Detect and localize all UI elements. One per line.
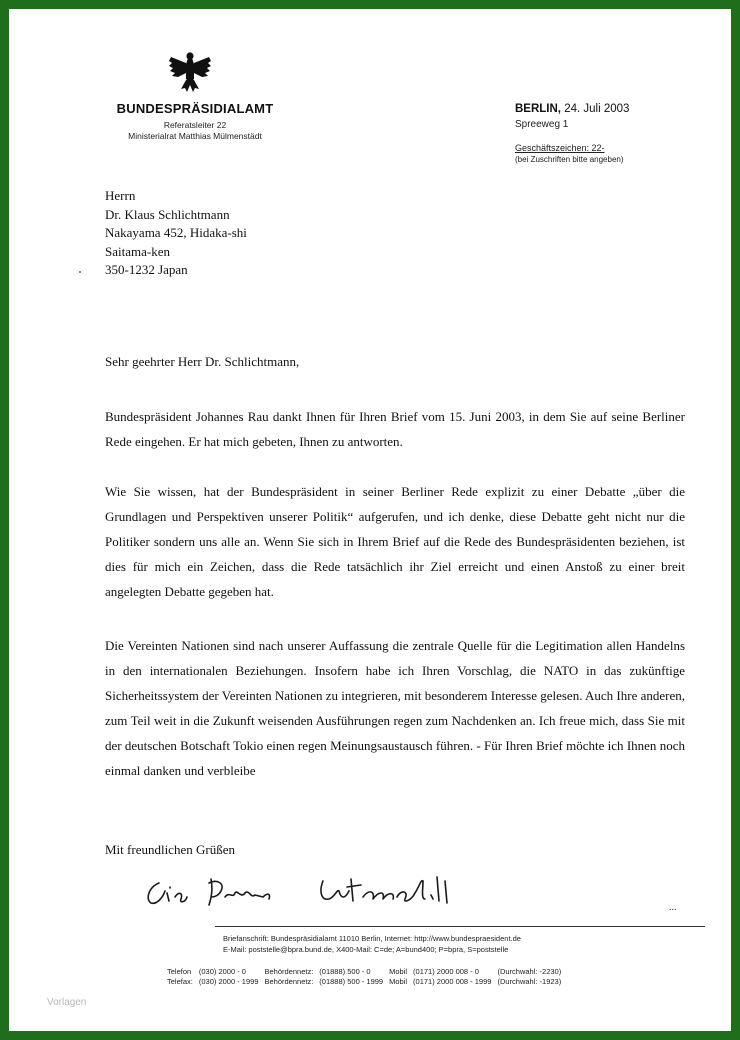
footer-address: Briefanschrift: Bundespräsidialamt 11010 Berlin, Internet: http://www.bundespraesident.de <box>223 934 521 943</box>
continuation-mark: ... <box>669 902 677 913</box>
sender-title: Referatsleiter 22 <box>163 120 227 130</box>
organization-name: BUNDESPRÄSIDIALAMT <box>116 101 274 116</box>
paragraph-2: Wie Sie wissen, hat der Bundespräsident in seiner Berliner Rede explizit zu einer Debatte „über die Grundlagen und Perspektiven unserer Politik“ aufgerufen, und ich denke, diese Debatte geht nicht nur die Politiker sondern uns alle an. Wenn Sie sich in Ihrem Brief auf die Rede des Bundespräsidenten beziehen, ist dies für mich ein Zeichen, dass die Rede tatsächlich ihr Ziel erreicht und einen Anstoß zu einer breit angelegten Debatte gegeben hat. <box>105 484 685 599</box>
date: 24. Juli 2003 <box>564 103 630 115</box>
contact-mobile: (0171) 2000 008 - 1999 <box>413 977 492 986</box>
salutation: Sehr geehrter Herr Dr. Schlichtmann, <box>105 354 300 369</box>
footer-rule <box>215 926 705 927</box>
contact-mobile-label: Mobil <box>389 967 408 976</box>
city: BERLIN, <box>515 103 561 115</box>
city-date <box>515 103 629 115</box>
contact-net: (01888) 500 - 1999 <box>319 977 384 986</box>
reference-note: (bei Zuschriften bitte angeben) <box>515 155 624 164</box>
paragraph-3: Die Vereinten Nationen sind nach unserer Auffassung die zentrale Quelle für die Legitimation allen Handelns in den internationalen Beziehungen. Insofern habe ich Ihren Vorschlag, die NATO in das zukünftige Sicherheitssystem der Vereinten Nationen zu integrieren, mit besonderem Interesse gelesen. Auch Ihre anderen, zum Teil weit in die Zukunft weisenden Ausführungen regen zum Nachdenken an. Ich freue mich, dass Sie mit der deutschen Botschaft Tokio einen regen Meinungsaustausch führen. - Für Ihren Brief möchte ich Ihnen noch einmal danken und verbleibe <box>105 638 685 778</box>
contact-mobile: (0171) 2000 008 - 0 <box>413 967 479 976</box>
sender-name: Ministerialrat Matthias Mülmenstädt <box>128 131 262 141</box>
contact-label: Telefon <box>167 967 192 976</box>
handwritten-signature <box>139 869 499 913</box>
watermark: Vorlagen <box>47 997 87 1008</box>
contact-row <box>167 977 567 987</box>
contact-net-label: Behördennetz: <box>264 977 314 986</box>
contact-label: Telefax: <box>167 977 193 986</box>
contact-table <box>167 967 567 987</box>
address-line: Nakayama 452, Hidaka-shi <box>105 225 247 240</box>
contact-net: (01888) 500 - 0 <box>319 967 371 976</box>
closing: Mit freundlichen Grüßen <box>105 842 235 857</box>
address-line: 350-1232 Japan <box>105 262 188 277</box>
contact-row <box>167 967 567 977</box>
street: Spreeweg 1 <box>515 119 569 130</box>
address-line: Dr. Klaus Schlichtmann <box>105 206 230 222</box>
paragraph-1: Bundespräsident Johannes Rau dankt Ihnen für Ihren Brief vom 15. Juni 2003, in dem Sie auf seine Berliner Rede eingehen. Er hat mich gebeten, Ihnen zu antworten. <box>105 409 685 449</box>
contact-ext: (Durchwahl: -1923) <box>497 977 562 986</box>
address-line: Saitama-ken <box>105 243 170 259</box>
contact-net-label: Behördennetz: <box>264 967 314 976</box>
contact-number: (030) 2000 - 1999 <box>198 977 259 986</box>
footer-email: E-Mail: poststelle@bpra.bund.de, X400-Mail: C=de; A=bund400; P=bpra, S=poststelle <box>223 945 509 954</box>
federal-eagle-icon <box>167 49 213 95</box>
scan-speck <box>79 271 81 273</box>
recipient-address <box>105 187 247 280</box>
contact-ext: (Durchwahl: -2230) <box>497 967 562 976</box>
reference-number: Geschäftszeichen: 22- <box>515 143 605 153</box>
address-line: Herrn <box>105 188 136 203</box>
contact-number: (030) 2000 - 0 <box>198 967 246 976</box>
contact-mobile-label: Mobil <box>389 977 408 986</box>
